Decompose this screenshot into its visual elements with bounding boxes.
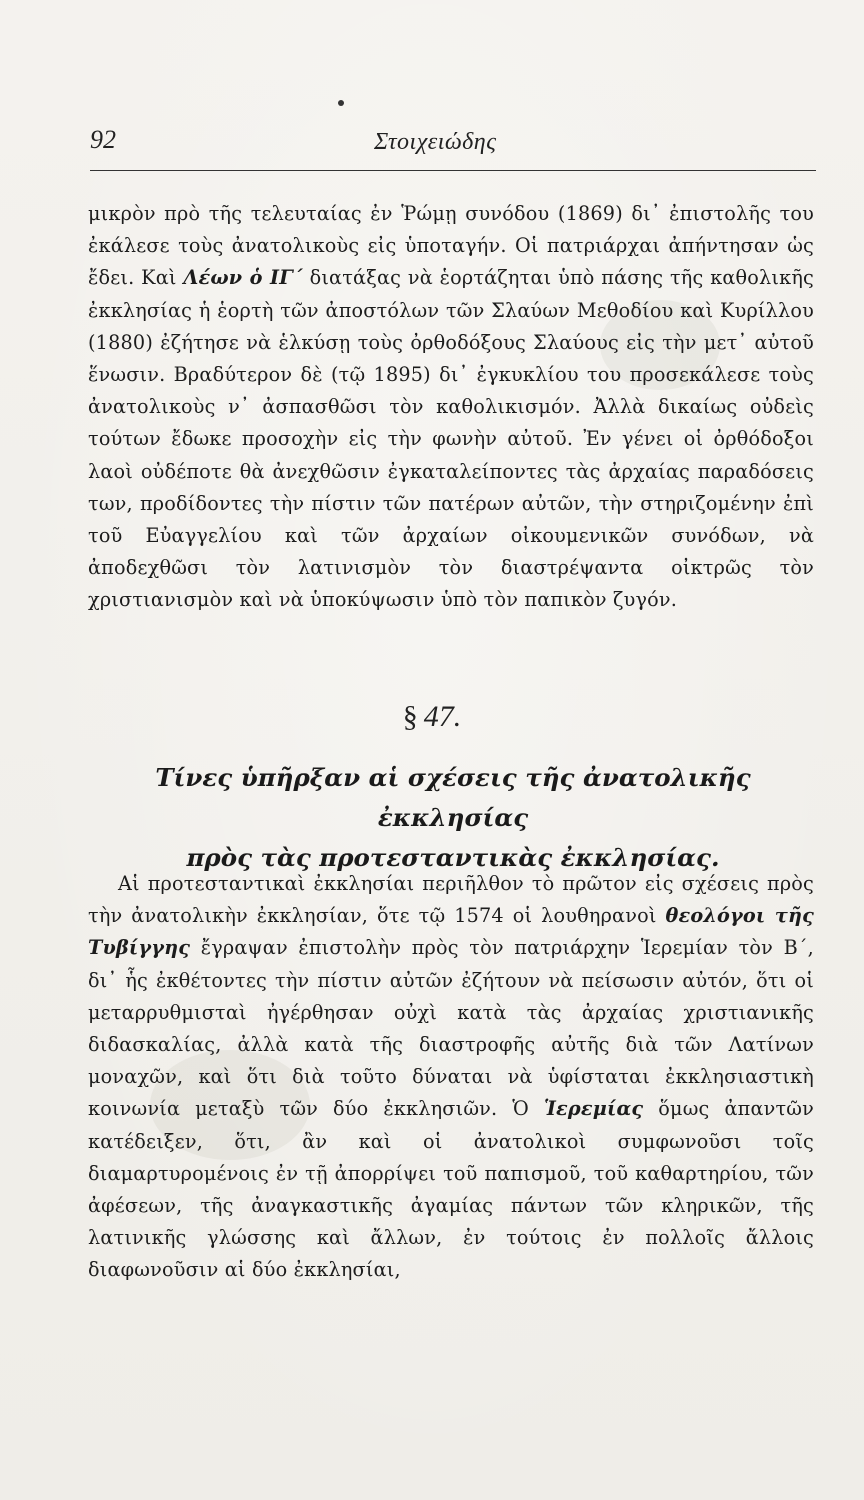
page-header [90,125,820,165]
emphasis-text: θεολόγοι τῆς Τυβίγγης [88,904,814,960]
emphasis-text: Ἱερεμίας [543,1097,644,1121]
section-heading-line-2: πρὸς τὰς προτεσταντικὰς ἐκκλησίας. [186,843,720,872]
paragraph-2 [88,868,814,1287]
paragraph-text: Αἱ προτεσταντικαὶ ἐκκλησίαι περιῆλθον τὸ πρῶτον εἰς σχέσεις πρὸς τὴν ἀνατολικὴν ἐκκλησίαν, ὅτε τῷ 1574 οἱ λουθηρανοὶ [88,872,814,928]
paragraph-text: ἔγραψαν ἐπιστολὴν πρὸς τὸν πατριάρχην Ἱερεμίαν τὸν Β΄, δι᾽ ἧς ἐκθέτοντες τὴν πίστιν αὐτῶν ἐζήτουν νὰ πείσωσιν αὐτόν, ὅτι οἱ μεταρρυθμισταὶ ἠγέρθησαν οὐχὶ κατὰ τὰς ἀρχαίας χριστιανικῆς διδασκαλίας, ἀλλὰ κατὰ τῆς διαστροφῆς αὐτῆς διὰ τῶν Λατίνων μοναχῶν, καὶ ὅτι διὰ τοῦτο δύναται νὰ ὑφίσταται ἐκκλησιαστικὴ κοινωνία μεταξὺ τῶν δύο ἐκκλησιῶν. Ὁ [88,936,814,1121]
paragraph-text: μικρὸν πρὸ τῆς τελευταίας ἐν Ῥώμῃ συνόδου (1869) δι᾽ ἐπιστολῆς του ἐκάλεσε τοὺς ἀνατολικοὺς εἰς ὑποταγήν. Οἱ πατριάρχαι ἀπήντησαν ὡς ἔδει. Καὶ [88,202,814,290]
paragraph-1 [88,198,814,617]
section-heading-line-1: Τίνες ὑπῆρξαν αἱ σχέσεις τῆς ἀνατολικῆς ἐκκλησίας [155,763,751,832]
paragraph-text: διατάξας νὰ ἑορτάζηται ὑπὸ πάσης τῆς καθολικῆς ἐκκλησίας ἡ ἑορτὴ τῶν ἀποστόλων τῶν Σλαύων Μεθοδίου καὶ Κυρίλλου (1880) ἐζήτησε νὰ ἑλκύσῃ τοὺς ὀρθοδόξους Σλαύους εἰς τὴν μετ᾽ αὐτοῦ ἕνωσιν. Βραδύτερον δὲ (τῷ 1895) δι᾽ ἐγκυκλίου του προσεκάλεσε τοὺς ἀνατολικοὺς ν᾽ ἀσπασθῶσι τὸν καθολικισμόν. Ἀλλὰ δικαίως οὐδεὶς τούτων ἔδωκε προσοχὴν εἰς τὴν φωνὴν αὐτοῦ. Ἐν γένει οἱ ὀρθόδοξοι λαοὶ οὐδέποτε θὰ ἀνεχθῶσιν ἐγκαταλείποντες τὰς ἀρχαίας παραδόσεις των, προδίδοντες τὴν πίστιν τῶν πατέρων αὐτῶν, τὴν στηριζομένην ἐπὶ τοῦ Εὐαγγελίου καὶ τῶν ἀρχαίων οἰκουμενικῶν συνόδων, νὰ ἀποδεχθῶσι τὸν λατινισμὸν τὸν διαστρέψαντα οἰκτρῶς τὸν χριστιανισμὸν καὶ νὰ ὑποκύψωσιν ὑπὸ τὸν παπικὸν ζυγόν. [88,266,814,612]
section-number [0,700,864,734]
section-number-value: 47. [423,700,462,733]
emphasis-text: Λέων ὁ ΙΓ΄ [183,266,303,290]
page-number: 92 [90,125,116,154]
section-symbol: § [402,700,418,733]
running-title: Στοιχειώδης [374,129,497,155]
header-rule [90,170,816,171]
ink-dot [338,100,344,106]
section-heading [88,758,818,878]
paragraph-text: ὅμως ἀπαντῶν κατέδειξεν, ὅτι, ἂν καὶ οἱ ἀνατολικοὶ συμφωνοῦσι τοῖς διαμαρτυρομένοις ἐν τῇ ἀπορρίψει τοῦ παπισμοῦ, τοῦ καθαρτηρίου, τῶν ἀφέσεων, τῆς ἀναγκαστικῆς ἀγαμίας πάντων τῶν κληρικῶν, τῆς λατινικῆς γλώσσης καὶ ἄλλων, ἐν τούτοις ἐν πολλοῖς ἄλλοις διαφωνοῦσιν αἱ δύο ἐκκλησίαι, [88,1097,814,1282]
